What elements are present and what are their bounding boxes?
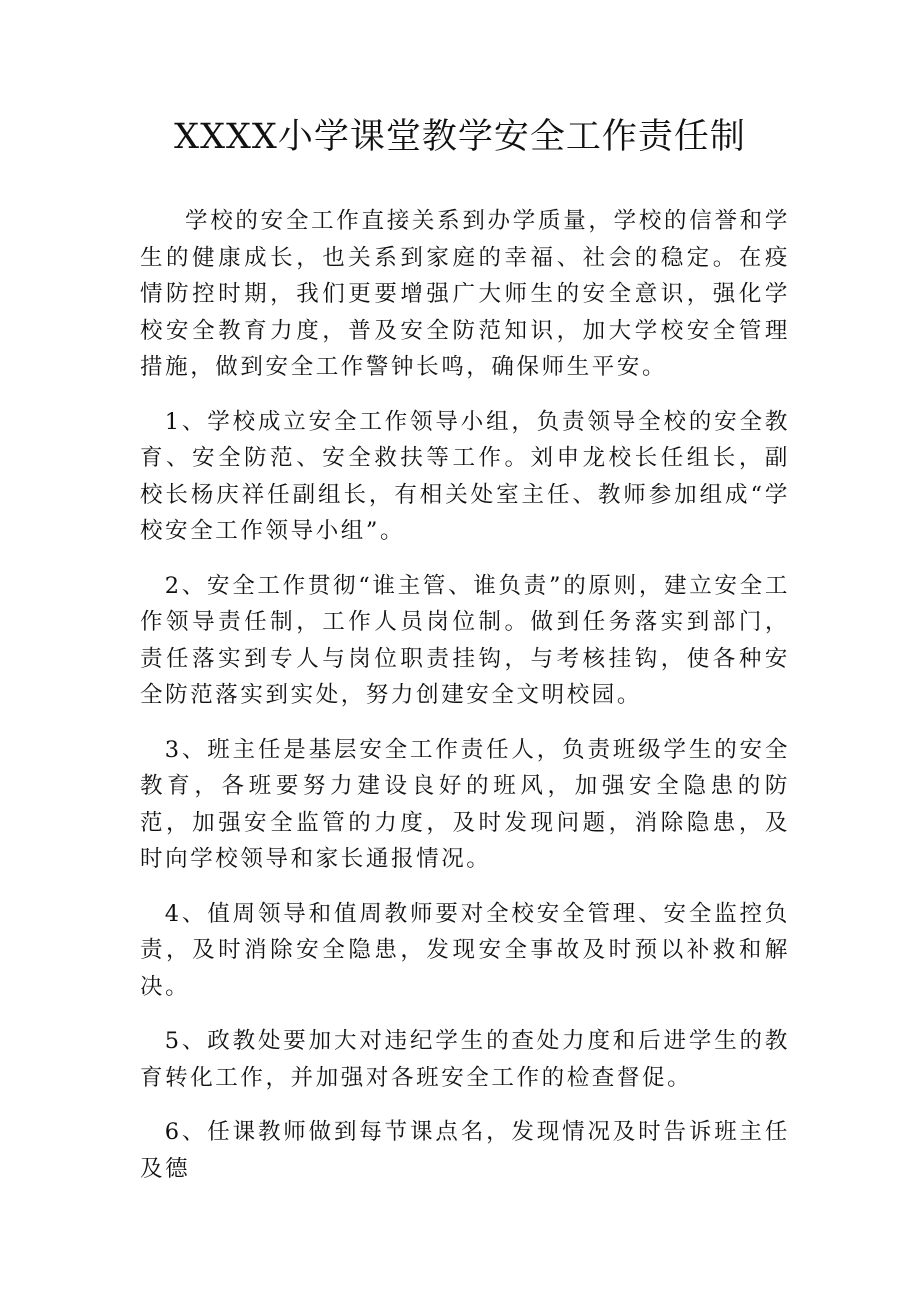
- item-paragraph-6: 6、任课教师做到每节课点名，发现情况及时告诉班主任及德: [140, 1119, 790, 1182]
- item-paragraph-1: 1、学校成立安全工作领导小组，负责领导全校的安全教育、安全防范、安全救扶等工作。刘申龙校长任组长，副校长杨庆祥任副组长，有相关处室主任、教师参加组成“学校安全工作领导小组”。: [140, 408, 790, 544]
- item-paragraph-2: 2、安全工作贯彻“谁主管、谁负责”的原则，建立安全工作领导责任制，工作人员岗位制。做到任务落实到部门，责任落实到专人与岗位职责挂钩，与考核挂钩，使各种安全防范落实到实处，努力创建安全文明校园。: [140, 572, 790, 708]
- item-paragraph-5: 5、政教处要加大对违纪学生的查处力度和后进学生的教育转化工作，并加强对各班安全工作的检查督促。: [140, 1028, 790, 1091]
- item-paragraph-4: 4、值周领导和值周教师要对全校安全管理、安全监控负责，及时消除安全隐患，发现安全事故及时预以补救和解决。: [140, 900, 790, 1000]
- document-title: XXXX小学课堂教学安全工作责任制: [174, 117, 746, 157]
- item-paragraph-3: 3、班主任是基层安全工作责任人，负责班级学生的安全教育，各班要努力建设良好的班风，加强安全隐患的防范，加强安全监管的力度，及时发现问题，消除隐患，及时向学校领导和家长通报情况。: [140, 736, 790, 872]
- intro-paragraph: 学校的安全工作直接关系到办学质量，学校的信誉和学生的健康成长，也关系到家庭的幸福、社会的稳定。在疫情防控时期，我们更要增强广大师生的安全意识，强化学校安全教育力度，普及安全防范知识，加大学校安全管理措施，做到安全工作警钟长鸣，确保师生平安。: [140, 208, 790, 380]
- document-body: [140, 203, 790, 1205]
